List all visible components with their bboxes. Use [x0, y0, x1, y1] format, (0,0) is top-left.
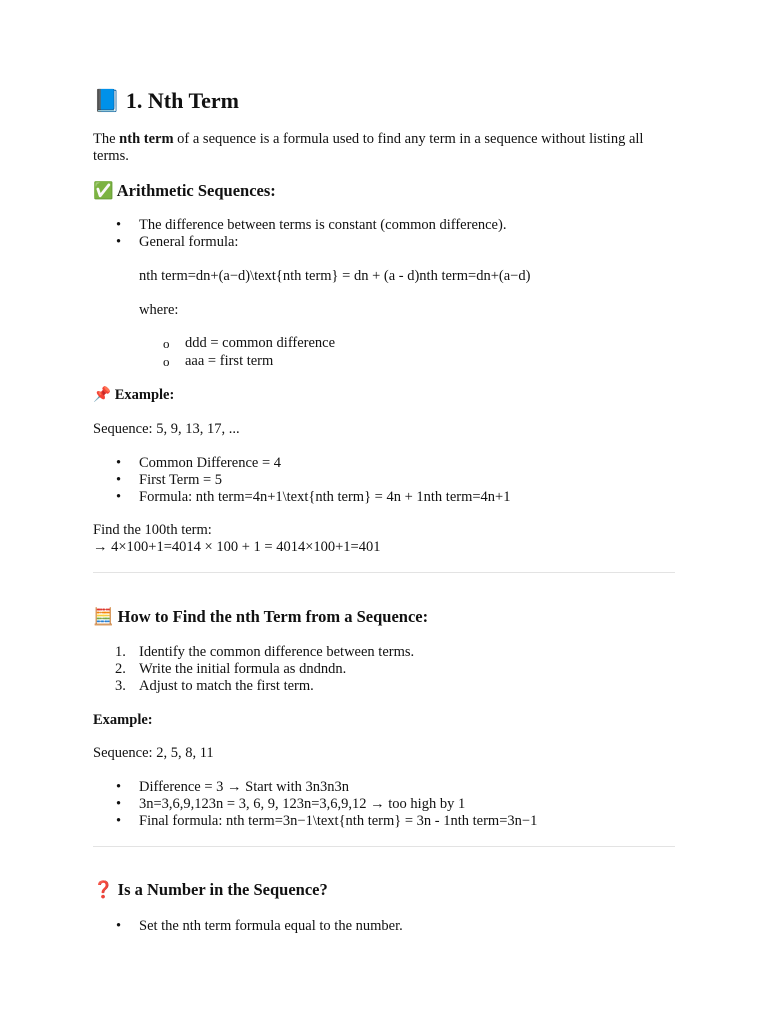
sub-list-item: o ddd = common difference: [185, 335, 335, 352]
step-text: Adjust to match the first term.: [139, 678, 314, 694]
section-divider: [93, 572, 675, 573]
step-number: 2.: [115, 661, 126, 677]
general-formula: nth term=dn+(a−d)\text{nth term} = dn + (a - d)nth term=dn+(a−d): [139, 268, 531, 284]
example-sequence: Sequence: 2, 5, 8, 11: [93, 745, 214, 761]
step-number: 3.: [115, 678, 126, 694]
inseq-heading-text: Is a Number in the Sequence?: [117, 880, 328, 899]
step-item: [115, 678, 314, 695]
list-item: • General formula:: [139, 234, 238, 251]
page-title: [93, 88, 239, 115]
sub-list-item: o aaa = first term: [185, 353, 273, 370]
list-item: • Final formula: nth term=3n−1\text{nth term} = 3n - 1nth term=3n−1: [139, 813, 537, 830]
list-item: • Set the nth term formula equal to the number.: [139, 918, 403, 935]
find-term-line: Find the 100th term:: [93, 522, 212, 538]
step-text: Write the initial formula as dndndn.: [139, 661, 347, 677]
inseq-heading: [93, 880, 328, 900]
step-item: [115, 644, 415, 661]
list-item: • Common Difference = 4: [139, 455, 281, 472]
list-item: • First Term = 5: [139, 472, 222, 489]
arithmetic-heading-text: Arithmetic Sequences:: [116, 181, 276, 200]
intro-suffix: of a sequence is a formula used to find any term in a sequence without listing all terms.: [93, 131, 644, 164]
arithmetic-heading: [93, 181, 276, 201]
pin-icon: 📌: [93, 387, 112, 403]
example-heading: Example:: [93, 712, 153, 728]
list-item: • Formula: nth term=4n+1\text{nth term} = 4n + 1nth term=4n+1: [139, 489, 510, 506]
step-text: Identify the common difference between terms.: [139, 644, 415, 660]
section-divider: [93, 846, 675, 847]
result-line: → 4×100+1=4014 × 100 + 1 = 4014×100+1=401: [93, 539, 381, 555]
intro-prefix: The: [93, 131, 120, 147]
abacus-icon: 🧮: [93, 607, 114, 626]
list-item: • 3n=3,6,9,123n = 3, 6, 9, 123n=3,6,9,12 → too high by 1: [139, 796, 465, 813]
step-item: [115, 661, 347, 678]
example-heading: [93, 387, 174, 404]
where-label: where:: [139, 302, 179, 318]
step-number: 1.: [115, 644, 126, 660]
example-heading-text: Example:: [114, 387, 175, 403]
howto-heading: [93, 607, 428, 627]
intro-bold-term: nth term: [119, 131, 174, 147]
page-title-text: 1. Nth Term: [125, 88, 239, 113]
check-icon: ✅: [93, 181, 114, 200]
list-item: • The difference between terms is constant (common difference).: [139, 217, 506, 234]
book-icon: 📘: [93, 89, 121, 114]
howto-heading-text: How to Find the nth Term from a Sequence:: [117, 607, 429, 626]
intro-paragraph: [93, 131, 675, 165]
example-sequence: Sequence: 5, 9, 13, 17, ...: [93, 421, 240, 437]
question-icon: ❓: [93, 880, 114, 899]
list-item: • Difference = 3 → Start with 3n3n3n: [139, 779, 349, 796]
